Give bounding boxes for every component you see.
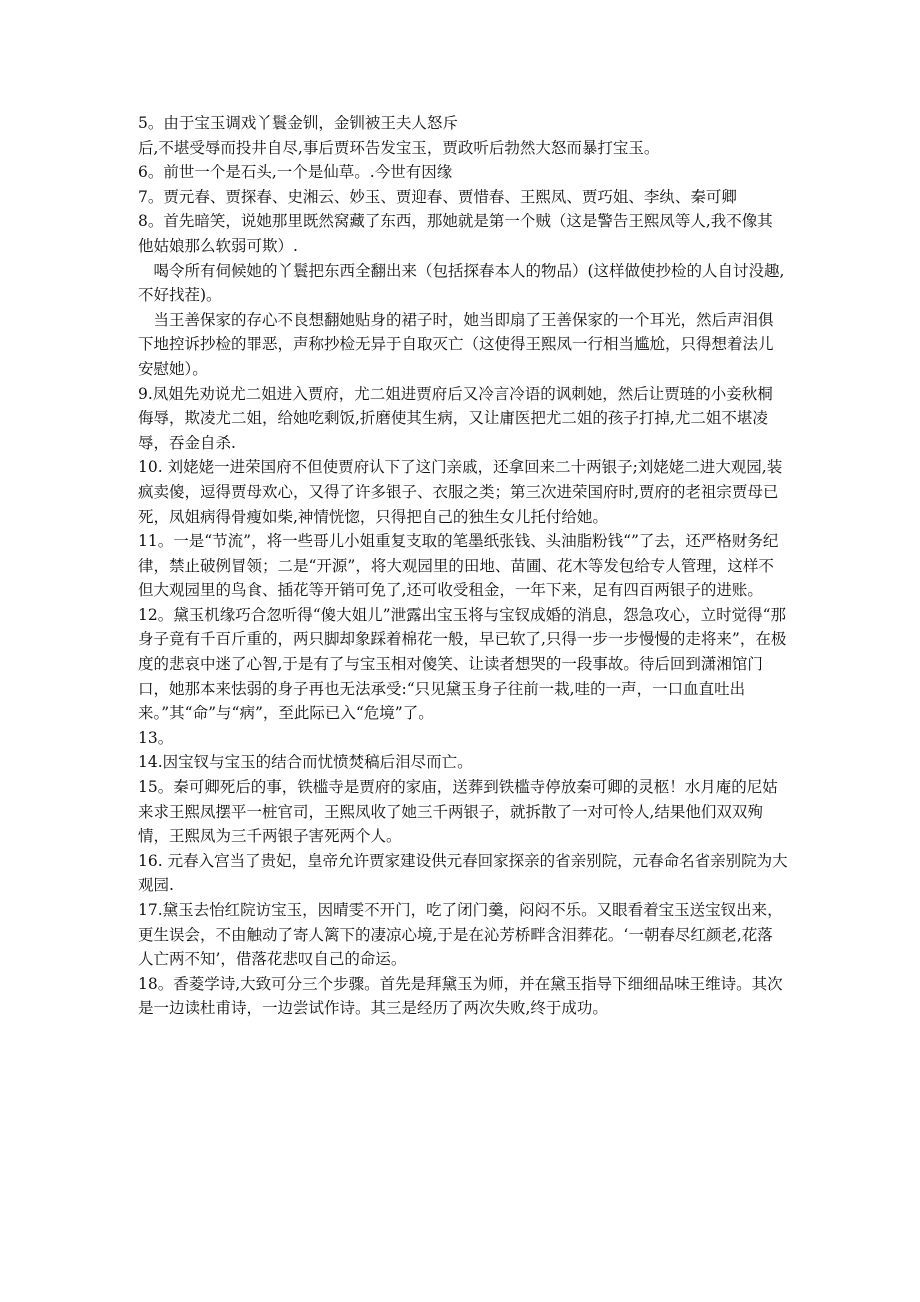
paragraph-17: 17.黛玉去怡红院访宝玉，因晴雯不开门，吃了闭门羹，闷闷不乐。又眼看着宝玉送宝钗出来，更生误会，不由触动了寄人篱下的凄凉心境,于是在沁芳桥畔含泪葬花。‘一朝春尽红颜老,花落人亡两不知’，借落花悲叹自己的命运。 bbox=[138, 901, 783, 969]
paragraph-7: 7。贾元春、贾探春、史湘云、妙玉、贾迎春、贾惜春、王熙凤、贾巧姐、李纨、秦可卿 bbox=[138, 187, 737, 206]
paragraph-5a: 5。由于宝玉调戏丫鬟金钏，金钏被王夫人怒斥 bbox=[138, 114, 458, 132]
paragraph-14: 14.因宝钗与宝玉的结合而忧愤焚稿后泪尽而亡。 bbox=[138, 753, 473, 772]
document-body bbox=[138, 111, 788, 1021]
paragraph-9: 9.凤姐先劝说尤二姐进入贾府，尤二姐进贾府后又冷言冷语的讽刺她，然后让贾琏的小妾秋桐侮辱，欺凌尤二姐，给她吃剩饭,折磨使其生病，又让庸医把尤二姐的孩子打掉,尤二姐不堪凌辱，吞金自杀. bbox=[138, 384, 773, 452]
paragraph-8b: 喝令所有伺候她的丫鬟把东西全翻出来（包括探春本人的物品）(这样做使抄检的人自讨没趣,不好找茬)。 bbox=[138, 261, 785, 305]
paragraph-15: 15。秦可卿死后的事，铁槛寺是贾府的家庙，送葬到铁槛寺停放秦可卿的灵柩！水月庵的尼姑来求王熙凤摆平一桩官司，王熙凤收了她三千两银子，就拆散了一对可怜人,结果他们双双殉情，王熙凤为三千两银子害死两个人。 bbox=[138, 778, 778, 846]
paragraph-5b: 后,不堪受辱而投井自尽,事后贾环告发宝玉，贾政听后勃然大怒而暴打宝玉。 bbox=[138, 138, 660, 157]
paragraph-12: 12。黛玉机缘巧合忽听得“傻大姐儿”泄露出宝玉将与宝钗成婚的消息，怨急攻心，立时觉得“那身子竟有千百斤重的，两只脚却象踩着棉花一般，早已软了,只得一步一步慢慢的走将来”，在极度的悲哀中迷了心智,于是有了与宝玉相对傻笑、让读者想哭的一段事故。待后回到潇湘馆门口，她那本来怯弱的身子再也无法承受:“只见黛玉身子往前一栽,哇的一声，一口血直吐出来。”其“命”与“病”，至此际已入“危境”了。 bbox=[138, 605, 787, 723]
paragraph-13: 13。 bbox=[138, 728, 174, 747]
paragraph-11: 11。一是“节流”，将一些哥儿小姐重复支取的笔墨纸张钱、头油脂粉钱“”了去，还严格财务纪律，禁止破例冒领；二是“开源”，将大观园里的田地、苗圃、花木等发包给专人管理，这样不但大观园里的鸟食、插花等开销可免了,还可收受租金，一年下来，足有四百两银子的进账。 bbox=[138, 532, 779, 600]
paragraph-18: 18。香菱学诗,大致可分三个步骤。首先是拜黛玉为师，并在黛玉指导下细细品味王维诗。其次是一边读杜甫诗，一边尝试作诗。其三是经历了两次失败,终于成功。 bbox=[138, 974, 783, 1018]
paragraph-8c: 当王善保家的存心不良想翻她贴身的裙子时，她当即扇了王善保家的一个耳光，然后声泪俱下地控诉抄检的罪恶，声称抄检无异于自取灭亡（这使得王熙凤一行相当尴尬，只得想着法儿安慰她）。 bbox=[138, 310, 774, 378]
paragraph-6: 6。前世一个是石头,一个是仙草。.今世有因缘 bbox=[138, 163, 453, 182]
paragraph-8a: 8。首先暗笑，说她那里既然窝藏了东西，那她就是第一个贼（这是警告王熙凤等人,我不像其他姑娘那么软弱可欺）. bbox=[138, 212, 773, 255]
paragraph-10: 10. 刘姥姥一进荣国府不但使贾府认下了这门亲戚，还拿回来二十两银子;刘姥姥二进大观园,装疯卖傻，逗得贾母欢心，又得了许多银子、衣服之类；第三次进荣国府时,贾府的老祖宗贾母已死，凤姐病得骨瘦如柴,神情恍惚，只得把自己的独生女儿托付给她。 bbox=[138, 458, 783, 526]
paragraph-16: 16. 元春入宫当了贵妃，皇帝允许贾家建设供元春回家探亲的省亲别院，元春命名省亲别院为大观园. bbox=[138, 851, 788, 895]
